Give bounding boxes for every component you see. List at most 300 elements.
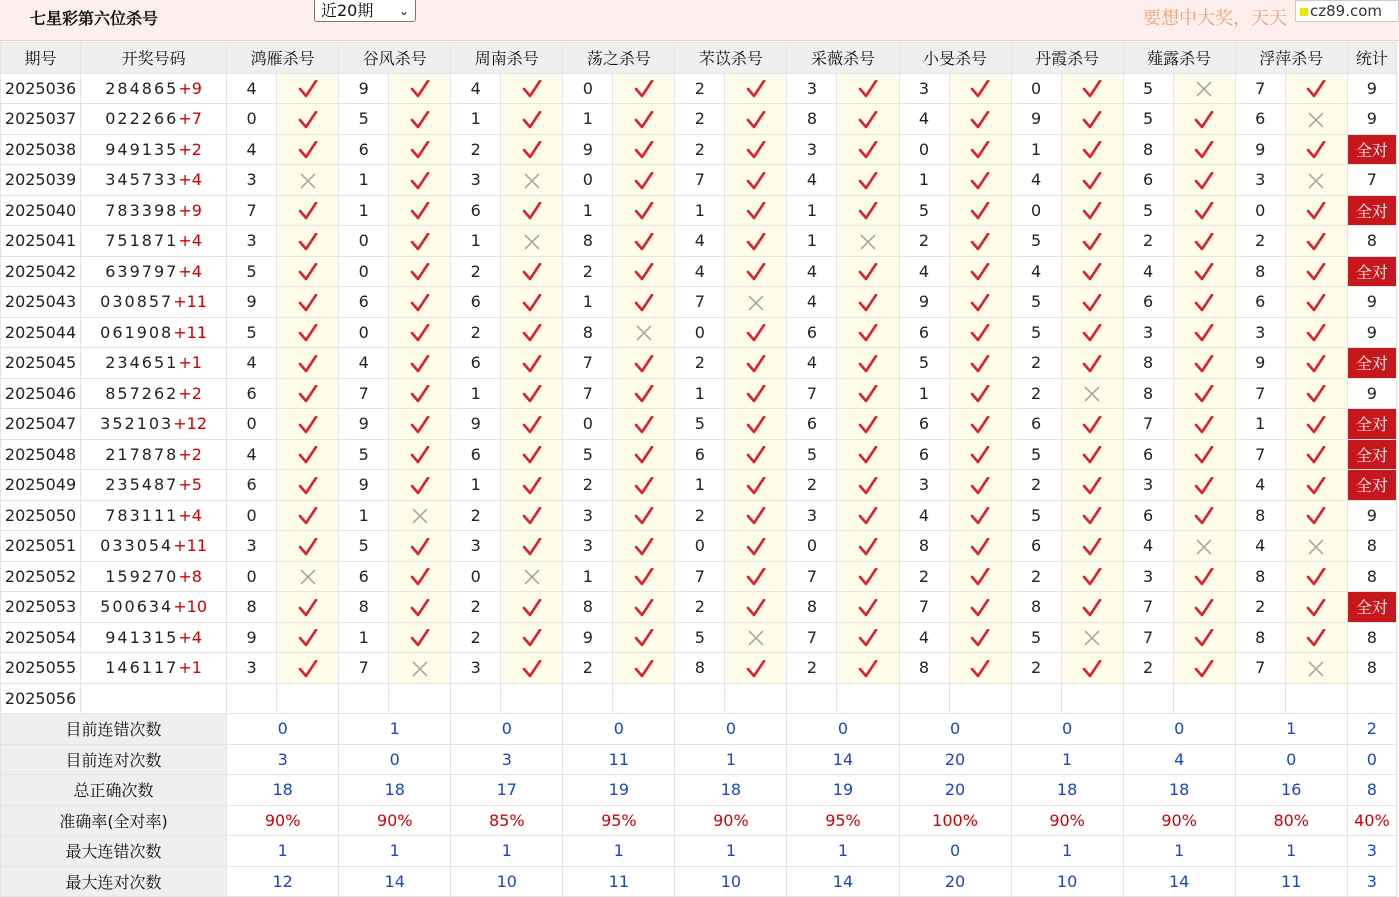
kill-number-cell: 0 <box>675 531 725 562</box>
draw-bonus: +5 <box>178 475 202 495</box>
check-icon <box>1173 317 1235 348</box>
issue-cell: 2025037 <box>1 104 81 135</box>
table-row <box>1 348 1397 379</box>
kill-number-cell: 1 <box>675 470 725 501</box>
stat-cell: 8 <box>1347 226 1396 257</box>
kill-number-cell: 0 <box>899 134 949 165</box>
column-header: 期号 <box>1 43 81 74</box>
kill-number-cell: 1 <box>451 226 501 257</box>
current-kill-value: 0 <box>563 683 613 714</box>
stat-cell: 8 <box>1347 561 1396 592</box>
kill-number-cell: 1 <box>899 165 949 196</box>
column-header: 丹霞杀号 <box>1011 43 1123 74</box>
draw-number-cell <box>81 165 227 196</box>
check-icon <box>837 165 899 196</box>
kill-number-cell: 2 <box>675 134 725 165</box>
kill-number-cell: 3 <box>451 653 501 684</box>
check-icon <box>949 73 1011 104</box>
kill-number-cell: 6 <box>1011 531 1061 562</box>
kill-number-cell: 9 <box>1235 134 1285 165</box>
draw-digits: 234651 <box>105 353 179 373</box>
draw-bonus: +2 <box>178 139 202 159</box>
kill-number-cell: 8 <box>1235 622 1285 653</box>
current-kill-value: 6 <box>1235 683 1285 714</box>
summary-value: 20 <box>899 775 1011 806</box>
check-icon <box>1061 653 1123 684</box>
summary-value: 1 <box>451 836 563 867</box>
kill-number-cell: 1 <box>339 195 389 226</box>
kill-number-cell: 8 <box>1123 348 1173 379</box>
draw-digits: 783111 <box>105 505 179 525</box>
current-kill-row <box>1 683 1397 714</box>
check-icon <box>613 287 675 318</box>
kill-number-cell: 0 <box>787 531 837 562</box>
check-icon <box>501 104 563 135</box>
table-row <box>1 104 1397 135</box>
check-icon <box>949 104 1011 135</box>
draw-digits: 159270 <box>105 566 179 586</box>
kill-number-cell: 0 <box>1011 73 1061 104</box>
kill-number-cell: 7 <box>563 348 613 379</box>
check-icon <box>949 561 1011 592</box>
check-icon <box>1173 622 1235 653</box>
check-icon <box>277 287 339 318</box>
kill-number-cell: 9 <box>451 409 501 440</box>
kill-number-cell: 9 <box>339 470 389 501</box>
kill-number-cell: 6 <box>1123 500 1173 531</box>
check-icon <box>725 317 787 348</box>
kill-number-cell: 6 <box>1235 104 1285 135</box>
summary-value: 18 <box>1123 775 1235 806</box>
draw-number-cell <box>81 348 227 379</box>
kill-number-cell: 8 <box>787 104 837 135</box>
kill-number-cell: 8 <box>339 592 389 623</box>
check-icon <box>389 531 451 562</box>
kill-number-cell: 5 <box>563 439 613 470</box>
check-icon <box>1061 226 1123 257</box>
issue-cell: 2025038 <box>1 134 81 165</box>
column-header: 小旻杀号 <box>899 43 1011 74</box>
current-kill-value: 3 <box>787 683 837 714</box>
kill-number-cell: 2 <box>899 561 949 592</box>
check-icon <box>1173 195 1235 226</box>
draw-bonus: +8 <box>178 566 202 586</box>
kill-number-cell: 2 <box>675 592 725 623</box>
check-icon <box>277 500 339 531</box>
cross-icon <box>613 317 675 348</box>
table-row <box>1 439 1397 470</box>
kill-number-cell: 7 <box>1235 653 1285 684</box>
table-row <box>1 73 1397 104</box>
column-header: 统计 <box>1347 43 1396 74</box>
summary-value: 19 <box>563 775 675 806</box>
current-kill-value: 7 <box>339 683 389 714</box>
summary-value: 18 <box>339 775 451 806</box>
cross-icon <box>501 226 563 257</box>
kill-number-cell: 2 <box>1011 378 1061 409</box>
check-icon <box>1061 256 1123 287</box>
kill-number-cell: 1 <box>563 287 613 318</box>
table-row <box>1 653 1397 684</box>
stat-cell: 全对 <box>1347 439 1396 470</box>
table-row <box>1 592 1397 623</box>
check-icon <box>389 287 451 318</box>
check-icon <box>1061 73 1123 104</box>
check-icon <box>1285 622 1347 653</box>
kill-number-cell: 4 <box>787 256 837 287</box>
kill-number-cell: 7 <box>563 378 613 409</box>
kill-number-cell: 8 <box>563 592 613 623</box>
kill-number-cell: 5 <box>899 348 949 379</box>
kill-number-cell: 5 <box>1011 500 1061 531</box>
check-icon <box>1173 500 1235 531</box>
kill-number-cell: 5 <box>339 104 389 135</box>
summary-value: 10 <box>1011 866 1123 897</box>
summary-value: 1 <box>1123 836 1235 867</box>
kill-number-cell: 5 <box>675 622 725 653</box>
kill-number-cell: 5 <box>899 195 949 226</box>
kill-number-cell: 1 <box>339 500 389 531</box>
logo-text: cz89.com <box>1310 2 1383 20</box>
kill-number-cell: 2 <box>675 73 725 104</box>
check-icon <box>1061 561 1123 592</box>
current-kill-blank <box>1173 683 1235 714</box>
kill-number-cell: 2 <box>675 500 725 531</box>
summary-value: 3 <box>227 744 339 775</box>
check-icon <box>1285 409 1347 440</box>
check-icon <box>949 592 1011 623</box>
kill-number-cell: 5 <box>1011 439 1061 470</box>
kill-number-cell: 9 <box>339 409 389 440</box>
kill-number-cell: 5 <box>1123 104 1173 135</box>
check-icon <box>837 500 899 531</box>
kill-number-cell: 5 <box>1123 73 1173 104</box>
kill-number-cell: 3 <box>899 470 949 501</box>
issue-cell: 2025043 <box>1 287 81 318</box>
check-icon <box>1285 592 1347 623</box>
check-icon <box>725 165 787 196</box>
table-row <box>1 531 1397 562</box>
check-icon <box>501 653 563 684</box>
draw-bonus: +12 <box>173 414 207 434</box>
check-icon <box>1285 439 1347 470</box>
check-icon <box>837 195 899 226</box>
kill-number-cell: 7 <box>1235 73 1285 104</box>
check-icon <box>1285 134 1347 165</box>
draw-number-cell <box>81 470 227 501</box>
kill-number-cell: 2 <box>451 592 501 623</box>
summary-value: 40% <box>1347 805 1396 836</box>
draw-digits: 217878 <box>105 444 179 464</box>
draw-digits: 751871 <box>105 231 179 251</box>
check-icon <box>1173 165 1235 196</box>
check-icon <box>501 622 563 653</box>
draw-number-cell <box>81 500 227 531</box>
check-icon <box>949 195 1011 226</box>
kill-number-cell: 5 <box>227 317 277 348</box>
cross-icon <box>725 287 787 318</box>
kill-number-cell: 4 <box>1123 531 1173 562</box>
summary-value: 85% <box>451 805 563 836</box>
kill-number-cell: 3 <box>787 134 837 165</box>
current-issue: 2025056 <box>1 683 81 714</box>
kill-number-cell: 1 <box>787 195 837 226</box>
summary-row <box>1 805 1397 836</box>
kill-number-cell: 8 <box>1235 256 1285 287</box>
site-logo[interactable] <box>1295 0 1399 22</box>
check-icon <box>1173 104 1235 135</box>
issue-cell: 2025045 <box>1 348 81 379</box>
kill-number-cell: 5 <box>1123 195 1173 226</box>
summary-row <box>1 836 1397 867</box>
summary-value: 11 <box>563 744 675 775</box>
kill-number-cell: 5 <box>1011 287 1061 318</box>
cross-icon <box>1173 73 1235 104</box>
check-icon <box>1285 226 1347 257</box>
current-kill-blank <box>1061 683 1123 714</box>
check-icon <box>837 378 899 409</box>
check-icon <box>613 256 675 287</box>
check-icon <box>1173 592 1235 623</box>
kill-number-cell: 2 <box>563 470 613 501</box>
column-header: 浮萍杀号 <box>1235 43 1347 74</box>
check-icon <box>725 73 787 104</box>
summary-value: 1 <box>675 836 787 867</box>
draw-bonus: +4 <box>178 505 202 525</box>
cross-icon <box>837 226 899 257</box>
kill-number-cell: 4 <box>675 226 725 257</box>
kill-number-cell: 7 <box>227 195 277 226</box>
check-icon <box>1285 470 1347 501</box>
summary-value: 2 <box>1347 714 1396 745</box>
stat-cell: 9 <box>1347 73 1396 104</box>
column-header: 荡之杀号 <box>563 43 675 74</box>
kill-number-cell: 8 <box>787 592 837 623</box>
summary-value: 12 <box>227 866 339 897</box>
issue-cell: 2025046 <box>1 378 81 409</box>
check-icon <box>613 439 675 470</box>
kill-number-cell: 8 <box>1235 561 1285 592</box>
kill-number-cell: 4 <box>227 134 277 165</box>
check-icon <box>501 592 563 623</box>
check-icon <box>725 470 787 501</box>
check-icon <box>725 348 787 379</box>
check-icon <box>389 256 451 287</box>
kill-number-cell: 4 <box>787 348 837 379</box>
draw-bonus: +4 <box>178 170 202 190</box>
issue-cell: 2025044 <box>1 317 81 348</box>
check-icon <box>613 500 675 531</box>
kill-number-cell: 1 <box>1011 134 1061 165</box>
check-icon <box>837 470 899 501</box>
summary-value: 3 <box>451 744 563 775</box>
kill-number-cell: 3 <box>451 531 501 562</box>
kill-number-cell: 6 <box>899 317 949 348</box>
summary-value: 1 <box>675 744 787 775</box>
check-icon <box>725 531 787 562</box>
kill-number-cell: 8 <box>1235 500 1285 531</box>
check-icon <box>389 348 451 379</box>
current-kill-value: 4 <box>1123 683 1173 714</box>
check-icon <box>613 592 675 623</box>
check-icon <box>1061 195 1123 226</box>
cross-icon <box>389 500 451 531</box>
check-icon <box>389 226 451 257</box>
draw-digits: 033054 <box>100 536 174 556</box>
kill-number-cell: 8 <box>563 226 613 257</box>
check-icon <box>837 104 899 135</box>
check-icon <box>837 409 899 440</box>
check-icon <box>1285 195 1347 226</box>
kill-number-cell: 2 <box>787 470 837 501</box>
check-icon <box>501 500 563 531</box>
summary-value: 3 <box>1347 836 1396 867</box>
draw-digits: 061908 <box>100 322 174 342</box>
current-kill-blank <box>837 683 899 714</box>
check-icon <box>725 226 787 257</box>
check-icon <box>389 622 451 653</box>
summary-value: 16 <box>1235 775 1347 806</box>
summary-value: 0 <box>787 714 899 745</box>
summary-value: 14 <box>787 744 899 775</box>
check-icon <box>725 134 787 165</box>
check-icon <box>949 409 1011 440</box>
check-icon <box>389 165 451 196</box>
kill-number-cell: 7 <box>675 287 725 318</box>
kill-number-cell: 2 <box>1011 561 1061 592</box>
kill-number-cell: 4 <box>899 622 949 653</box>
kill-number-cell: 6 <box>675 439 725 470</box>
current-kill-blank <box>949 683 1011 714</box>
check-icon <box>501 470 563 501</box>
summary-value: 0 <box>1347 744 1396 775</box>
issue-cell: 2025054 <box>1 622 81 653</box>
kill-number-cell: 6 <box>1011 409 1061 440</box>
current-kill-value: 8 <box>1011 683 1061 714</box>
kill-number-cell: 7 <box>1123 409 1173 440</box>
kill-number-cell: 2 <box>451 317 501 348</box>
kill-number-cell: 8 <box>1123 134 1173 165</box>
check-icon <box>501 378 563 409</box>
draw-digits: 345733 <box>105 170 179 190</box>
kill-number-cell: 2 <box>1235 592 1285 623</box>
kill-number-cell: 0 <box>1011 195 1061 226</box>
summary-value: 1 <box>227 836 339 867</box>
kill-number-cell: 9 <box>563 622 613 653</box>
check-icon <box>277 348 339 379</box>
check-icon <box>837 134 899 165</box>
summary-label: 目前连对次数 <box>1 744 227 775</box>
check-icon <box>1061 104 1123 135</box>
current-kill-value: 0 <box>899 683 949 714</box>
summary-value: 14 <box>339 866 451 897</box>
check-icon <box>837 348 899 379</box>
check-icon <box>949 134 1011 165</box>
draw-digits: 639797 <box>105 261 179 281</box>
kill-number-cell: 2 <box>451 500 501 531</box>
kill-number-cell: 3 <box>1123 317 1173 348</box>
stat-cell: 9 <box>1347 500 1396 531</box>
check-icon <box>725 195 787 226</box>
check-icon <box>613 165 675 196</box>
kill-number-cell: 5 <box>787 439 837 470</box>
check-icon <box>1173 653 1235 684</box>
draw-number-cell <box>81 134 227 165</box>
summary-value: 20 <box>899 744 1011 775</box>
kill-number-cell: 7 <box>675 165 725 196</box>
check-icon <box>1061 287 1123 318</box>
check-icon <box>1061 165 1123 196</box>
kill-number-cell: 3 <box>227 531 277 562</box>
draw-bonus: +10 <box>173 597 207 617</box>
kill-number-cell: 2 <box>787 653 837 684</box>
draw-bonus: +7 <box>178 109 202 129</box>
check-icon <box>277 439 339 470</box>
kill-number-cell: 7 <box>1123 592 1173 623</box>
draw-digits: 783398 <box>105 200 179 220</box>
draw-digits: 941315 <box>105 627 179 647</box>
check-icon <box>949 653 1011 684</box>
summary-value: 1 <box>1011 744 1123 775</box>
check-icon <box>389 195 451 226</box>
check-icon <box>613 653 675 684</box>
kill-number-cell: 4 <box>899 256 949 287</box>
check-icon <box>1173 409 1235 440</box>
stat-cell: 全对 <box>1347 348 1396 379</box>
check-icon <box>501 73 563 104</box>
stat-cell: 7 <box>1347 165 1396 196</box>
period-select-value: 近20期 <box>321 1 374 20</box>
check-icon <box>837 531 899 562</box>
kill-number-cell: 0 <box>563 73 613 104</box>
check-icon <box>389 592 451 623</box>
kill-number-cell: 6 <box>339 287 389 318</box>
kill-number-cell: 6 <box>899 409 949 440</box>
check-icon <box>277 653 339 684</box>
kill-number-cell: 1 <box>563 195 613 226</box>
kill-number-cell: 9 <box>339 73 389 104</box>
kill-number-cell: 6 <box>899 439 949 470</box>
table-row <box>1 378 1397 409</box>
check-icon <box>1173 134 1235 165</box>
cross-icon <box>1061 622 1123 653</box>
kill-number-cell: 7 <box>339 378 389 409</box>
issue-cell: 2025040 <box>1 195 81 226</box>
draw-bonus: +1 <box>178 658 202 678</box>
check-icon <box>501 195 563 226</box>
check-icon <box>277 104 339 135</box>
summary-value: 90% <box>227 805 339 836</box>
kill-number-cell: 2 <box>563 256 613 287</box>
table-row <box>1 470 1397 501</box>
issue-cell: 2025052 <box>1 561 81 592</box>
kill-number-cell: 6 <box>1123 165 1173 196</box>
logo-square-icon <box>1300 8 1308 16</box>
summary-value: 17 <box>451 775 563 806</box>
kill-number-cell: 9 <box>227 622 277 653</box>
check-icon <box>1173 287 1235 318</box>
check-icon <box>949 256 1011 287</box>
kill-number-cell: 2 <box>1235 226 1285 257</box>
period-select[interactable] <box>314 0 416 22</box>
kill-number-cell: 3 <box>787 500 837 531</box>
page-title: 七星彩第六位杀号 <box>30 9 159 28</box>
check-icon <box>613 470 675 501</box>
current-kill-blank <box>277 683 339 714</box>
kill-number-table <box>0 42 1397 897</box>
summary-value: 95% <box>563 805 675 836</box>
kill-number-cell: 9 <box>1011 104 1061 135</box>
